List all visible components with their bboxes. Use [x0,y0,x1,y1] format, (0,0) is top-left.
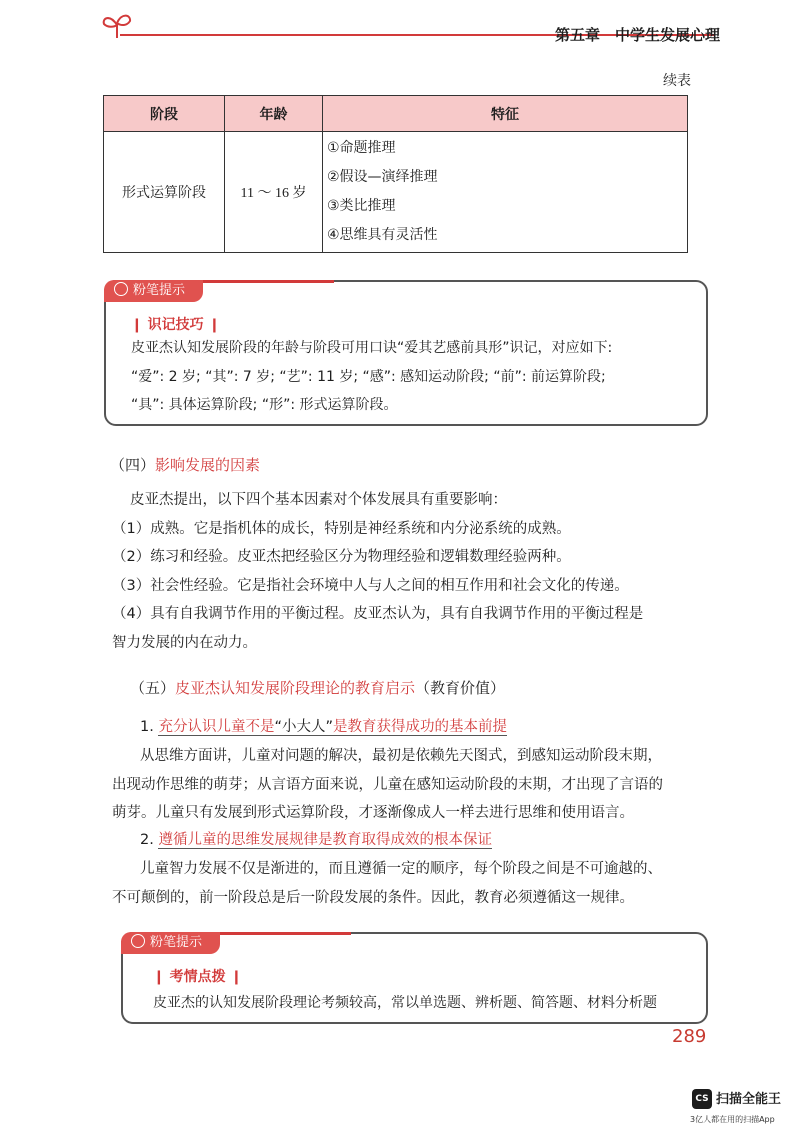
header-feature: 特征 [323,96,688,132]
no-sign-icon [114,282,128,296]
tip-tab-label: 粉笔提示 [150,935,203,950]
tip-sublabel: ❙ 识记技巧 ❙ [131,317,221,333]
table-header-row [104,96,688,132]
no-sign-icon [131,934,145,948]
tip-line: “爱”: 2 岁; “其”: 7 岁; “艺”: 11 岁; “感”: 感知运动阶段; “前”: 前运算阶段; [131,368,606,385]
paragraph-line: 不可颠倒的，前一阶段总是后一阶段发展的条件。因此，教育必须遵循这一规律。 [112,889,634,906]
list-item: （4）具有自我调节作用的平衡过程。皮亚杰认为，具有自我调节作用的平衡过程是 [112,606,644,622]
paragraph-line: 从思维方面讲，儿童对问题的解决，最初是依赖先天图式，到感知运动阶段末期， [140,748,662,764]
tip-text [131,334,701,420]
feature-cell [323,132,688,253]
table-row [104,132,688,253]
section4-intro: 皮亚杰提出，以下四个基本因素对个体发展具有重要影响： [130,492,507,508]
section4-heading: （四）影响发展的因素 [110,456,261,474]
paragraph-line: 萌芽。儿童只有发展到形式运算阶段，才逐渐像成人一样去进行思维和使用语言。 [112,805,634,821]
age-cell: 11 ～ 16 岁 [225,132,323,253]
tip-tab [104,280,203,302]
section4-body [112,486,702,657]
tip-sublabel-text: 识记技巧 [147,317,204,333]
point1-body [112,742,707,828]
list-item: （3）社会性经验。它是指社会环境中人与人之间的相互作用和社会文化的传递。 [112,577,629,594]
feature-item: ③类比推理 [327,198,396,214]
tip-box-memory [104,280,708,426]
list-item: （2）练习和经验。皮亚杰把经验区分为物理经验和逻辑数理经验两种。 [112,549,571,565]
tip-tab-label: 粉笔提示 [133,283,186,298]
paragraph-line: 出现动作思维的萌芽；从言语方面来说，儿童在感知运动阶段的末期，才出现了言语的 [112,776,663,793]
tip-tab [121,932,220,954]
paragraph-line: 儿童智力发展不仅是渐进的，而且遵循一定的顺序，每个阶段之间是不可逾越的、 [140,861,662,877]
list-item: 智力发展的内在动力。 [112,634,257,651]
feature-item: ②假设—演绎推理 [327,169,438,185]
tip-sublabel-text: 考情点拨 [169,969,226,985]
point1-heading: 1. 充分认识儿童不是“小大人”是教育获得成功的基本前提 [140,719,507,735]
continued-label: 续表 [663,73,691,89]
stage-table [103,95,688,253]
tip-sublabel: ❙ 考情点拨 ❙ [153,969,243,985]
tip-line: 皮亚杰认知发展阶段的年龄与阶段可用口诀“爱其艺感前具形”识记，对应如下: [131,340,613,356]
section5-heading: （五）皮亚杰认知发展阶段理论的教育启示（教育价值） [130,679,506,697]
header-stage: 阶段 [104,96,225,132]
camscanner-tagline: 3亿人都在用的扫描App [690,1115,775,1124]
page-number: 289 [672,1026,707,1047]
header-age: 年龄 [225,96,323,132]
point2-heading: 2. 遵循儿童的思维发展规律是教育取得成效的根本保证 [140,832,492,848]
feature-item: ①命题推理 [327,140,396,156]
feature-item: ④思维具有灵活性 [327,227,438,243]
camscanner-logo: CS [692,1089,712,1109]
point2-body [112,855,707,912]
tip-box-exam [121,932,708,1024]
tip-line: “具”: 具体运算阶段; “形”: 形式运算阶段。 [131,397,398,413]
tip-text: 皮亚杰的认知发展阶段理论考频较高，常以单选题、辨析题、简答题、材料分析题 [153,995,657,1011]
stage-cell: 形式运算阶段 [104,132,225,253]
camscanner-name: 扫描全能王 [716,1092,782,1107]
chapter-title: 第五章 中学生发展心理 [555,26,721,44]
list-item: （1）成熟。它是指机体的成长，特别是神经系统和内分泌系统的成熟。 [112,520,571,537]
